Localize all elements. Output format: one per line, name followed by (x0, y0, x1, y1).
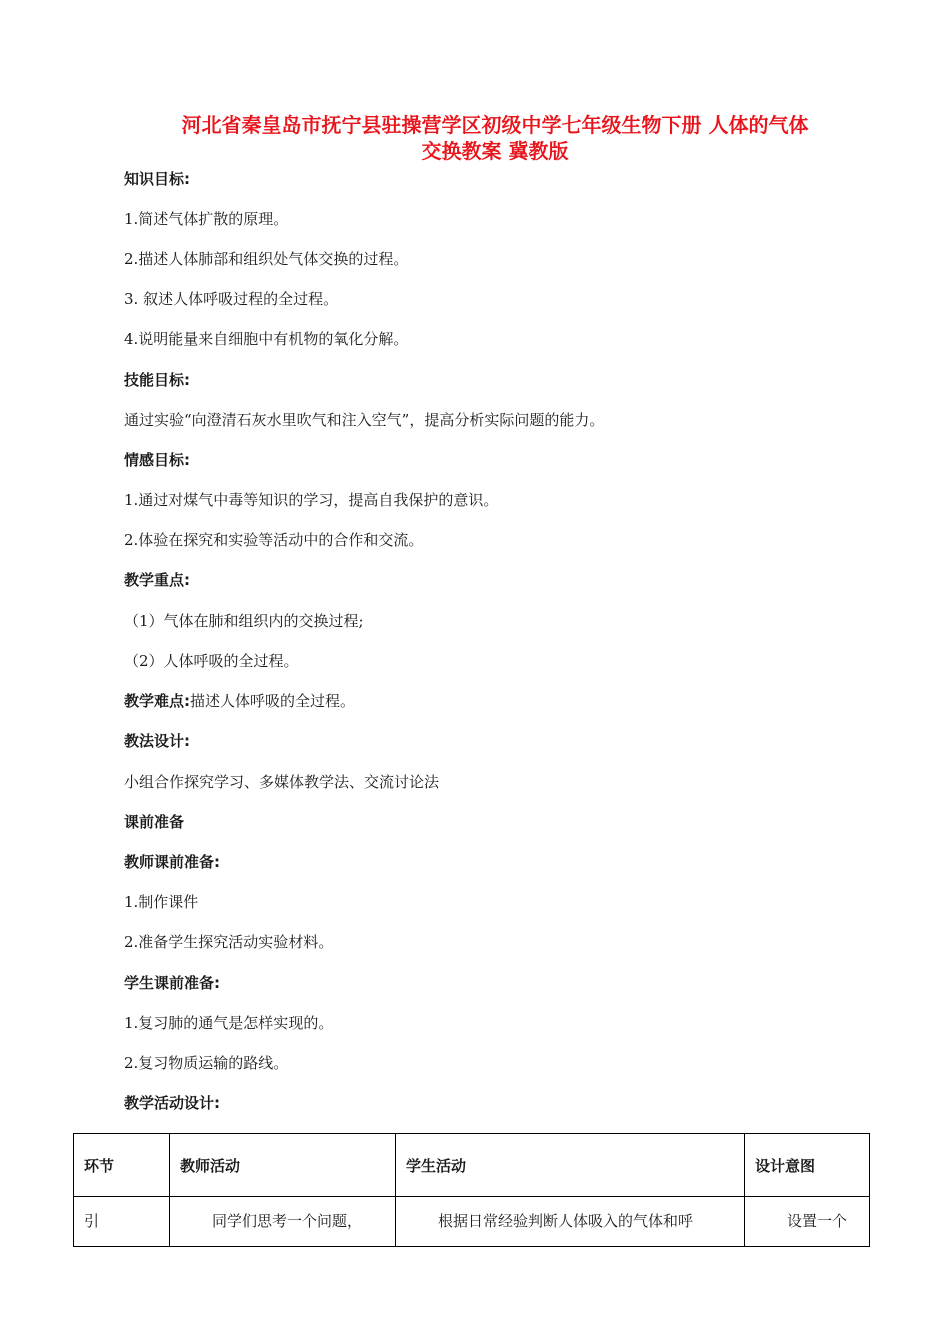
teacher-prep-heading: 教师课前准备: (124, 853, 220, 871)
cell-student-activity: 根据日常经验判断人体吸入的气体和呼 (396, 1197, 745, 1247)
knowledge-item-4: 4.说明能量来自细胞中有机物的氧化分解。 (124, 330, 409, 348)
title-line-1: 河北省秦皇岛市抚宁县驻操营学区初级中学七年级生物下册 人体的气体 (181, 113, 809, 137)
cell-design-intent: 设置一个 (745, 1197, 870, 1247)
teacher-prep-item-2: 2.准备学生探究活动实验材料。 (124, 933, 334, 951)
table-header-row (74, 1134, 870, 1197)
key-point-2: （2）人体呼吸的全过程。 (124, 652, 299, 670)
knowledge-heading: 知识目标: (124, 170, 190, 188)
knowledge-item-3: 3. 叙述人体呼吸过程的全过程。 (124, 290, 339, 308)
emotion-heading: 情感目标: (124, 451, 190, 469)
emotion-item-2: 2.体验在探究和实验等活动中的合作和交流。 (124, 531, 424, 549)
title-line-2: 交换教案 冀教版 (421, 139, 569, 163)
cell-teacher-activity: 同学们思考一个问题， (170, 1197, 396, 1247)
skill-heading: 技能目标: (124, 371, 190, 389)
document-title (100, 112, 890, 164)
knowledge-item-2: 2.描述人体肺部和组织处气体交换的过程。 (124, 250, 409, 268)
method-heading: 教法设计: (124, 732, 190, 750)
difficulty-text: 描述人体呼吸的全过程。 (190, 692, 356, 710)
student-prep-item-2: 2.复习物质运输的路线。 (124, 1054, 289, 1072)
activity-heading: 教学活动设计: (124, 1094, 220, 1112)
header-design-intent: 设计意图 (745, 1134, 870, 1197)
difficulty-heading: 教学难点: (124, 692, 190, 710)
student-prep-item-1: 1.复习肺的通气是怎样实现的。 (124, 1014, 334, 1032)
emotion-item-1: 1.通过对煤气中毒等知识的学习，提高自我保护的意识。 (124, 491, 499, 509)
prep-heading: 课前准备 (124, 813, 185, 831)
key-point-1: （1）气体在肺和组织内的交换过程; (124, 612, 364, 630)
student-prep-heading: 学生课前准备: (124, 974, 220, 992)
header-student-activity: 学生活动 (396, 1134, 745, 1197)
knowledge-item-1: 1.简述气体扩散的原理。 (124, 210, 289, 228)
key-points-heading: 教学重点: (124, 571, 190, 589)
method-text: 小组合作探究学习、多媒体教学法、交流讨论法 (124, 773, 440, 791)
difficulty-line (124, 691, 355, 711)
table-row (74, 1197, 870, 1247)
header-teacher-activity: 教师活动 (170, 1134, 396, 1197)
skill-text: 通过实验“向澄清石灰水里吹气和注入空气”，提高分析实际问题的能力。 (124, 411, 605, 429)
teacher-prep-item-1: 1.制作课件 (124, 893, 199, 911)
activity-table (73, 1133, 870, 1247)
header-stage: 环节 (74, 1134, 170, 1197)
cell-stage: 引 (74, 1197, 170, 1247)
